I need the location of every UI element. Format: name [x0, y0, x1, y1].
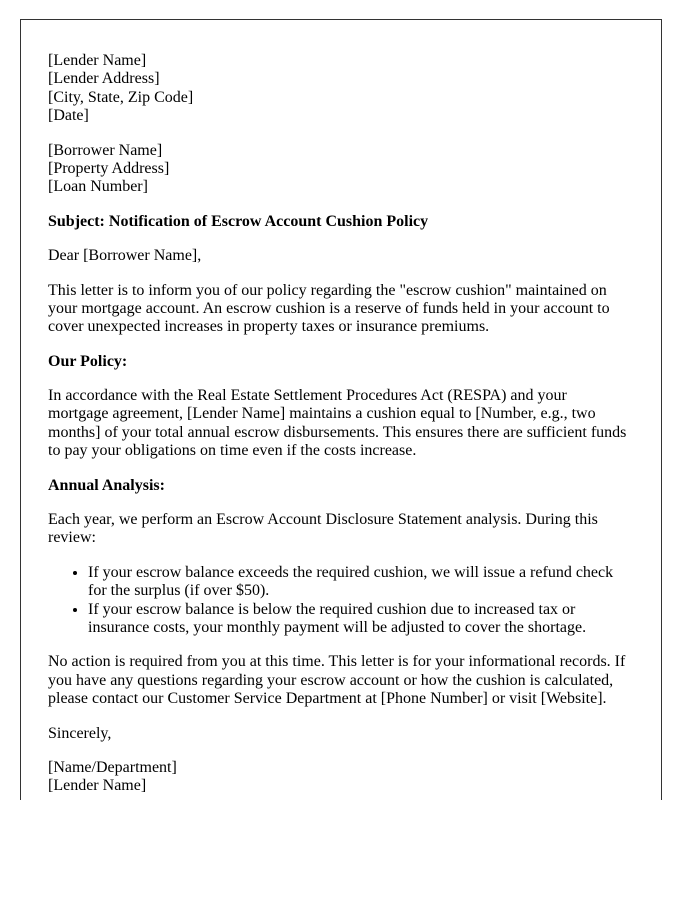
subject-line: Subject: Notification of Escrow Account Cushion Policy	[48, 212, 429, 230]
signature-name-department: [Name/Department]	[48, 758, 177, 776]
signature-lender-name: [Lender Name]	[48, 777, 147, 795]
salutation: Dear [Borrower Name],	[48, 247, 202, 265]
analysis-heading: Annual Analysis:	[48, 476, 165, 494]
recipient-borrower-name: [Borrower Name]	[48, 141, 163, 159]
policy-paragraph: In accordance with the Real Estate Settlement Procedures Act (RESPA) and your mortgage agreement, [Lender Name] maintains a cushion equal to [Number, e.g., two months] of your total annual escrow disbursements. This ensures there are sufficient funds to pay your obligations on time even if the costs increase.	[48, 387, 627, 460]
recipient-loan-number: [Loan Number]	[48, 178, 148, 196]
sender-city-state-zip: [City, State, Zip Code]	[48, 88, 194, 106]
recipient-property-address: [Property Address]	[48, 159, 170, 177]
recipient-address-block	[48, 142, 631, 197]
policy-heading: Our Policy:	[48, 352, 128, 370]
analysis-bullet-list	[48, 564, 631, 638]
analysis-intro-paragraph: Each year, we perform an Escrow Account Disclosure Statement analysis. During this review:	[48, 511, 598, 547]
closing-paragraph: No action is required from you at this time. This letter is for your informational records. If you have any questions regarding your escrow account or how the cushion is calculated, please contact our Customer Service Department at [Phone Number] or visit [Website].	[48, 653, 626, 708]
sender-lender-address: [Lender Address]	[48, 70, 160, 88]
sender-lender-name: [Lender Name]	[48, 52, 147, 69]
letter-date: [Date]	[48, 107, 89, 125]
valediction: Sincerely,	[48, 724, 112, 742]
letter-page	[20, 19, 662, 800]
signature-block	[48, 759, 631, 796]
bullet-shortage-adjustment: • If your escrow balance is below the required cushion due to increased tax or insurance costs, your monthly payment will be adjusted to cover the shortage.	[88, 601, 631, 638]
intro-paragraph: This letter is to inform you of our policy regarding the "escrow cushion" maintained on your mortgage account. An escrow cushion is a reserve of funds held in your account to cover unexpected increases in property taxes or insurance premiums.	[48, 281, 610, 336]
sender-address-block	[48, 52, 631, 126]
bullet-surplus-refund: • If your escrow balance exceeds the required cushion, we will issue a refund check for the surplus (if over $50).	[88, 564, 631, 601]
